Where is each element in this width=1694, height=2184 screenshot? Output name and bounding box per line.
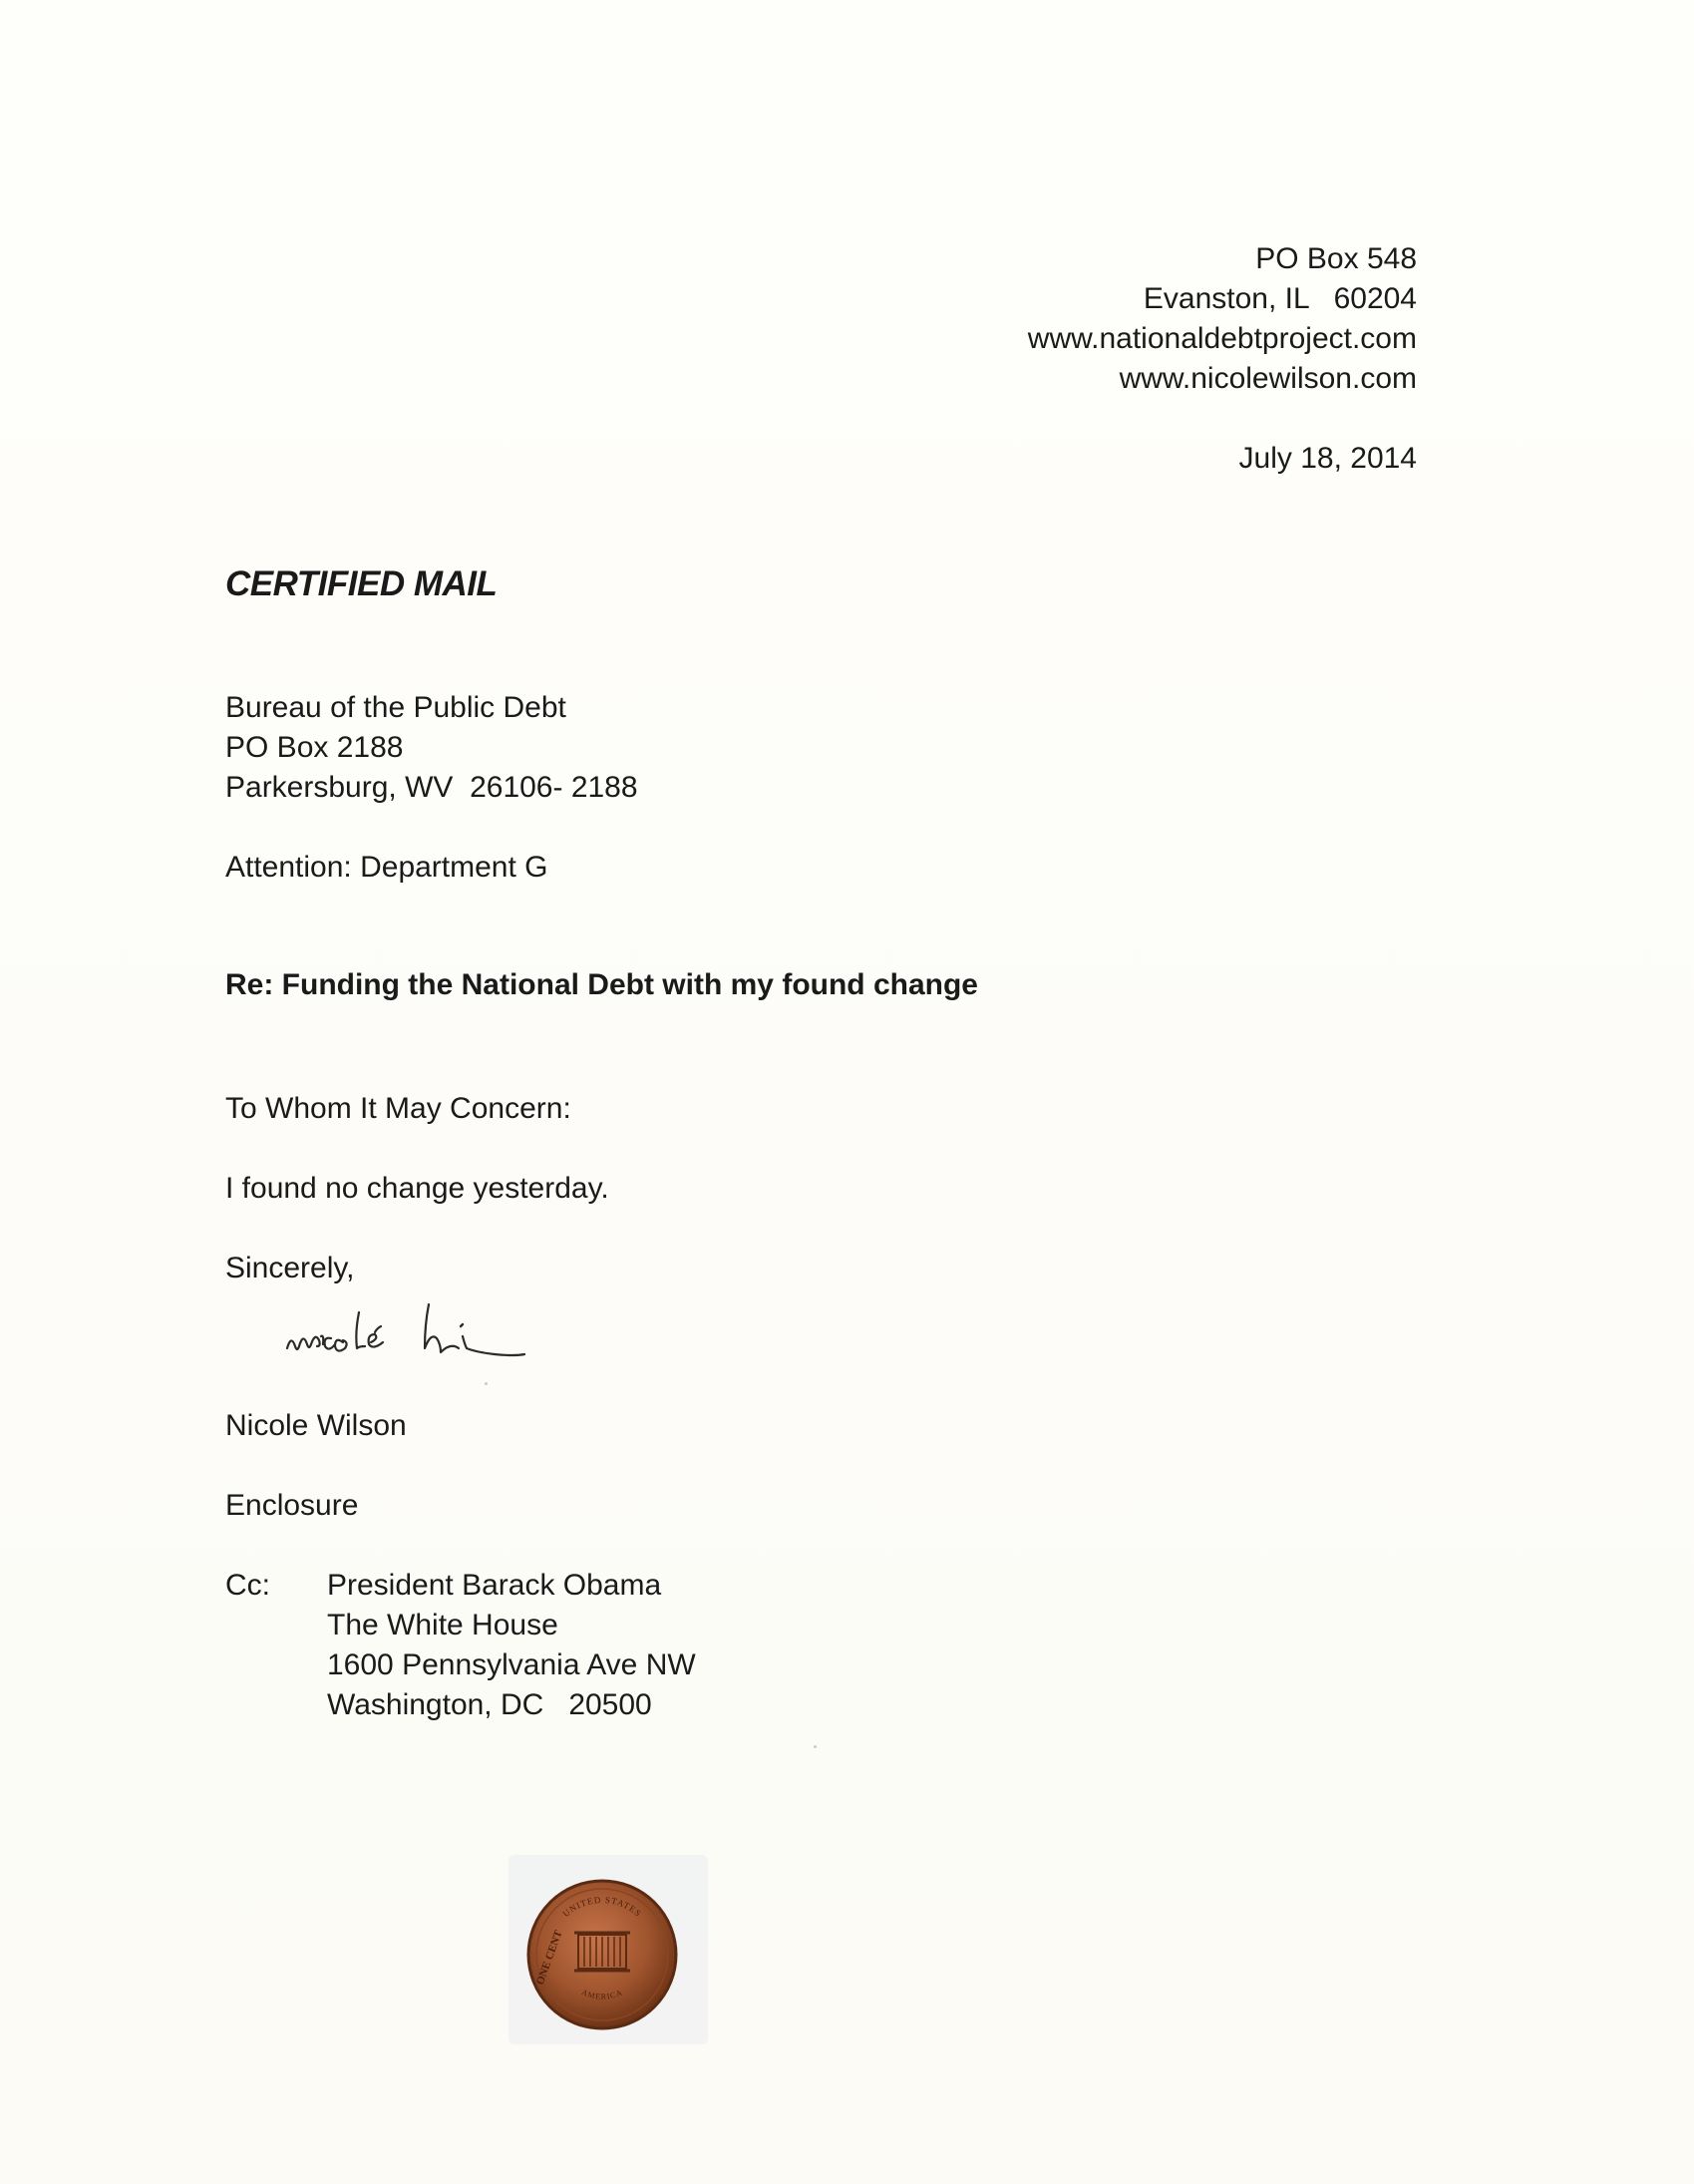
- cc-line1: President Barack Obama: [327, 1569, 662, 1602]
- coin-bottom-text: AMERICA: [580, 1988, 624, 2002]
- certified-mail-heading: CERTIFIED MAIL: [225, 564, 498, 603]
- subject-line: Re: Funding the National Debt with my found change: [225, 968, 978, 1001]
- salutation: To Whom It May Concern:: [225, 1092, 571, 1125]
- handwritten-signature: [279, 1286, 598, 1366]
- sender-address-block: [1028, 239, 1417, 479]
- recipient-name: Bureau of the Public Debt: [225, 691, 566, 724]
- sender-website-1: www.nationaldebtproject.com: [1027, 322, 1417, 355]
- cc-line4: Washington, DC 20500: [327, 1688, 652, 1721]
- coin-denomination: ONE CENT: [533, 1929, 565, 1987]
- cc-line2: The White House: [327, 1609, 558, 1641]
- recipient-address-line2: Parkersburg, WV 26106- 2188: [225, 771, 638, 804]
- sender-address-line1: PO Box 548: [1255, 242, 1417, 275]
- recipient-address-line1: PO Box 2188: [225, 731, 404, 764]
- enclosed-penny: [508, 1855, 708, 2044]
- sender-address-line2: Evanston, IL 60204: [1143, 282, 1417, 315]
- letter-date: July 18, 2014: [1238, 442, 1417, 475]
- paper-speck: [485, 1382, 488, 1385]
- cc-line3: 1600 Pennsylvania Ave NW: [327, 1648, 696, 1681]
- closing: Sincerely,: [225, 1252, 355, 1284]
- cc-address-block: [327, 1566, 696, 1725]
- enclosure-note: Enclosure: [225, 1489, 359, 1522]
- coin-top-text: UNITED STATES: [560, 1894, 644, 1920]
- letter-body: I found no change yesterday.: [225, 1172, 609, 1205]
- sender-website-2: www.nicolewilson.com: [1119, 362, 1417, 395]
- paper-speck: [814, 1745, 817, 1748]
- recipient-address-block: [225, 688, 638, 808]
- attention-line: Attention: Department G: [225, 851, 548, 884]
- penny-icon: [522, 1875, 682, 2034]
- signer-name: Nicole Wilson: [225, 1409, 407, 1442]
- cc-label: Cc:: [225, 1569, 270, 1602]
